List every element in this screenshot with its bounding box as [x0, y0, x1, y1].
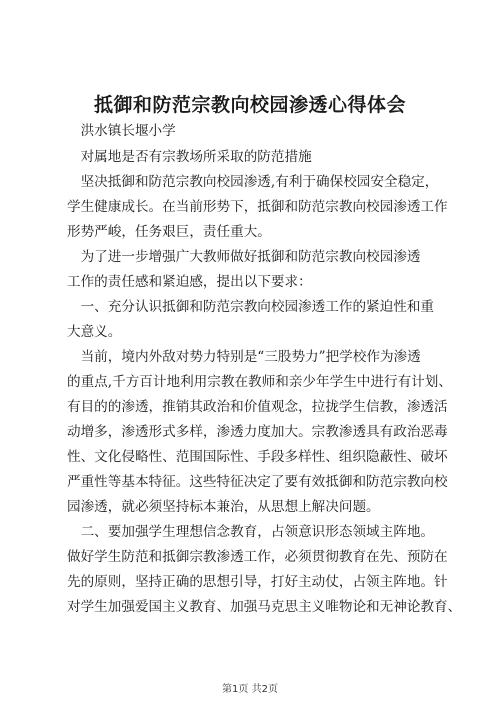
text-line: 工作的责任感和紧迫感，提出以下要求：: [67, 274, 312, 290]
page-number: 第1页 共2页: [222, 684, 278, 695]
document-title: 抵御和防范宗教向校园渗透心得体会: [93, 94, 406, 116]
text-line: 先的原则，坚持正确的思想引导，打好主动仗，占领主阵地。针: [67, 574, 448, 590]
text-line: 动增多，渗透形式多样，渗透力度加大。宗教渗透具有政治恶毒: [67, 424, 448, 440]
text-line: 大意义。: [67, 324, 122, 340]
text-line: 的重点,千方百计地利用宗教在教师和亲少年学生中进行有计划、: [67, 374, 452, 390]
text-line: 有目的的渗透，推销其政治和价值观念，拉拢学生信教，渗透活: [67, 399, 448, 415]
text-line: 一、充分认识抵御和防范宗教向校园渗透工作的紧迫性和重: [67, 299, 435, 315]
text-line: 严重性等基本特征。这些特征决定了要有效抵御和防范宗教向校: [67, 474, 448, 490]
text-line: 性、文化侵略性、范围国际性、手段多样性、组织隐蔽性、破坏: [67, 449, 448, 465]
text-line: 做好学生防范和抵御宗教渗透工作，必须贯彻教育在先、预防在: [67, 549, 448, 565]
text-line: 学生健康成长。在当前形势下，抵御和防范宗教向校园渗透工作: [67, 199, 448, 215]
text-line: 洪水镇长堰小学: [67, 123, 176, 139]
text-line: 坚决抵御和防范宗教向校园渗透,有利于确保校园安全稳定，: [67, 174, 439, 190]
text-line: 园渗透，就必须坚持标本兼治，从思想上解决问题。: [67, 499, 380, 515]
text-line: 当前，境内外敌对势力特别是“三股势力”把学校作为渗透: [67, 349, 421, 365]
text-line: 为了进一步增强广大教师做好抵御和防范宗教向校园渗透: [67, 249, 421, 265]
text-line: 形势严峻，任务艰巨，责任重大。: [67, 224, 271, 240]
text-line: 对学生加强爱国主义教育、加强马克思主义唯物论和无神论教育、: [67, 599, 462, 615]
text-line: 对属地是否有宗教场所采取的防范措施: [67, 149, 312, 165]
text-line: 二、要加强学生理想信念教育，占领意识形态领域主阵地。: [67, 524, 435, 540]
